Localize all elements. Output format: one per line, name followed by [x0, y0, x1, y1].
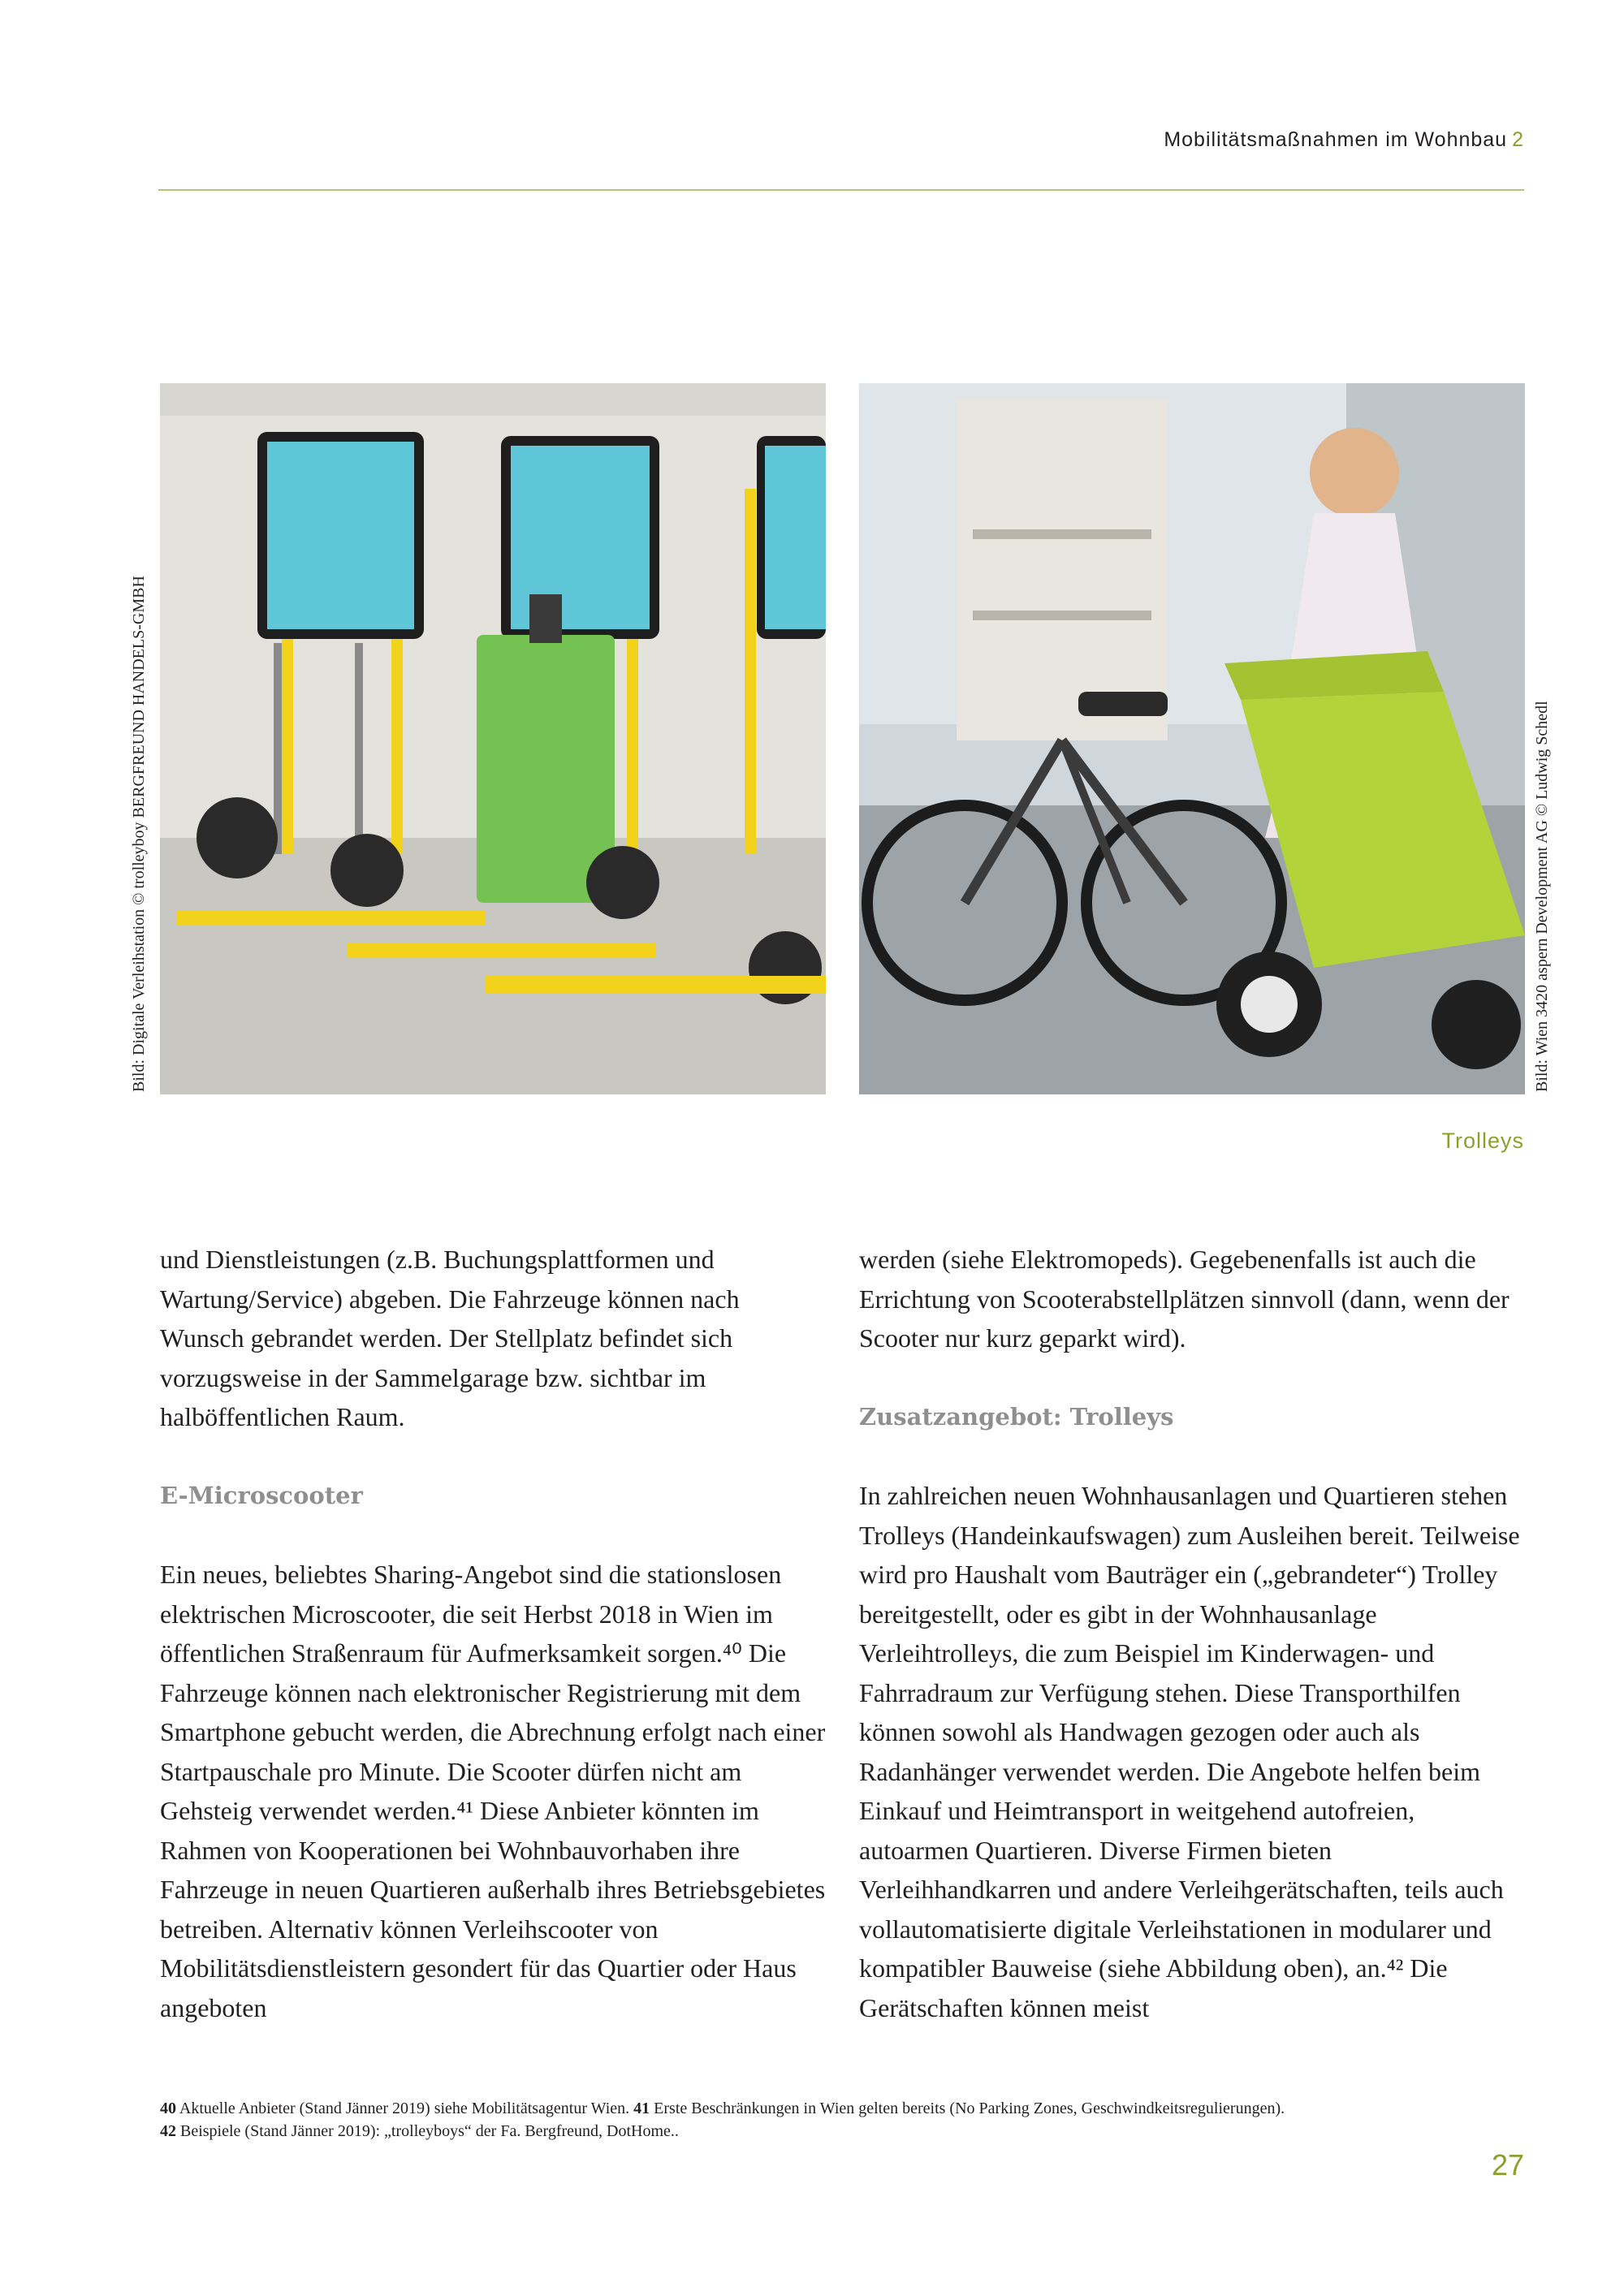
trolley-station-illustration — [160, 383, 826, 1094]
photo-caption: Trolleys — [1441, 1129, 1524, 1153]
section-heading-microscooter: E-Microscooter — [160, 1482, 363, 1509]
footnote-text: Erste Beschränkungen in Wien gelten bereits (No Parking Zones, Geschwindkeitsregulierungen). — [654, 2100, 1285, 2117]
footnote-line — [160, 2097, 1540, 2120]
photo-credit-left: Bild: Digitale Verleihstation © trolleyboy BERGFREUND HANDELS-GMBH — [130, 576, 148, 1092]
photo-credit-right: Bild: Wien 3420 aspern Development AG © Ludwig Schedl — [1533, 701, 1551, 1092]
footnote-text: Aktuelle Anbieter (Stand Jänner 2019) siehe Mobilitätsagentur Wien. — [179, 2100, 630, 2117]
page-number: 27 — [1491, 2148, 1524, 2182]
footnote-number: 40 — [160, 2100, 176, 2117]
paragraph: und Dienstleistungen (z.B. Buchungsplattformen und Wartung/Service) abgeben. Die Fahrzeuge können nach Wunsch gebrandet werden. Der Stellplatz befindet sich vorzugsweise in der Sammelgarage bzw. sichtbar im halböffentlichen Raum. — [160, 1245, 740, 1431]
photo-bike-trailer — [859, 383, 1525, 1094]
section-heading-trolleys: Zusatzangebot: Trolleys — [859, 1403, 1174, 1431]
header-title: Mobilitätsmaßnahmen im Wohnbau — [1164, 128, 1508, 151]
photo-trolley-station — [160, 383, 826, 1094]
header-rule — [158, 189, 1524, 191]
running-header — [1164, 128, 1524, 152]
paragraph: werden (siehe Elektromopeds). Gegebenenfalls ist auch die Errichtung von Scooterabstellplätzen sinnvoll (dann, wenn der Scooter nur kurz geparkt wird). — [859, 1245, 1510, 1353]
footnotes — [160, 2097, 1540, 2143]
footnote-text: Beispiele (Stand Jänner 2019): „trolleyboys“ der Fa. Bergfreund, DotHome.. — [180, 2122, 679, 2140]
text-column-right — [859, 1240, 1525, 2027]
paragraph: Ein neues, beliebtes Sharing-Angebot sind die stationslosen elektrischen Microscooter, die seit Herbst 2018 in Wien im öffentlichen Straßenraum für Aufmerksamkeit sorgen.⁴⁰ Die Fahrzeuge können nach elektronischer Registrierung mit dem Smartphone gebucht werden, die Abrechnung erfolgt nach einer Startpauschale pro Minute. Die Scooter dürfen nicht am Gehsteig verwendet werden.⁴¹ Diese Anbieter könnten im Rahmen von Kooperationen bei Wohnbauvorhaben ihre Fahrzeuge in neuen Quartieren außerhalb ihres Betriebsgebietes betreiben. Alternativ können Verleihscooter von Mobilitätsdienstleistern gesondert für das Quartier oder Haus angeboten — [160, 1560, 826, 2022]
footnote-number: 42 — [160, 2122, 176, 2140]
chapter-number: 2 — [1512, 128, 1524, 151]
footnote-line — [160, 2120, 1540, 2143]
footnote-number: 41 — [633, 2100, 650, 2117]
bike-trailer-illustration — [859, 383, 1525, 1094]
paragraph: In zahlreichen neuen Wohnhausanlagen und Quartieren stehen Trolleys (Handeinkaufswagen) zum Ausleihen bereit. Teilweise wird pro Haushalt vom Bauträger ein („gebrandeter“) Trolley bereitgestellt, oder es gibt in der Wohnhausanlage Verleihtrolleys, die zum Beispiel im Kinderwagen- und Fahrradraum zur Verfügung stehen. Diese Transporthilfen können sowohl als Handwagen gezogen oder auch als Radanhänger verwendet werden. Die Angebote helfen beim Einkauf und Heimtransport in weitgehend autofreien, autoarmen Quartieren. Diverse Firmen bieten Verleihhandkarren und andere Verleihgerätschaften, teils auch vollautomatisierte digitale Verleihstationen in modularer und kompatibler Bauweise (siehe Abbildung oben), an.⁴² Die Gerätschaften können meist — [859, 1481, 1520, 2022]
text-column-left — [160, 1240, 826, 2027]
